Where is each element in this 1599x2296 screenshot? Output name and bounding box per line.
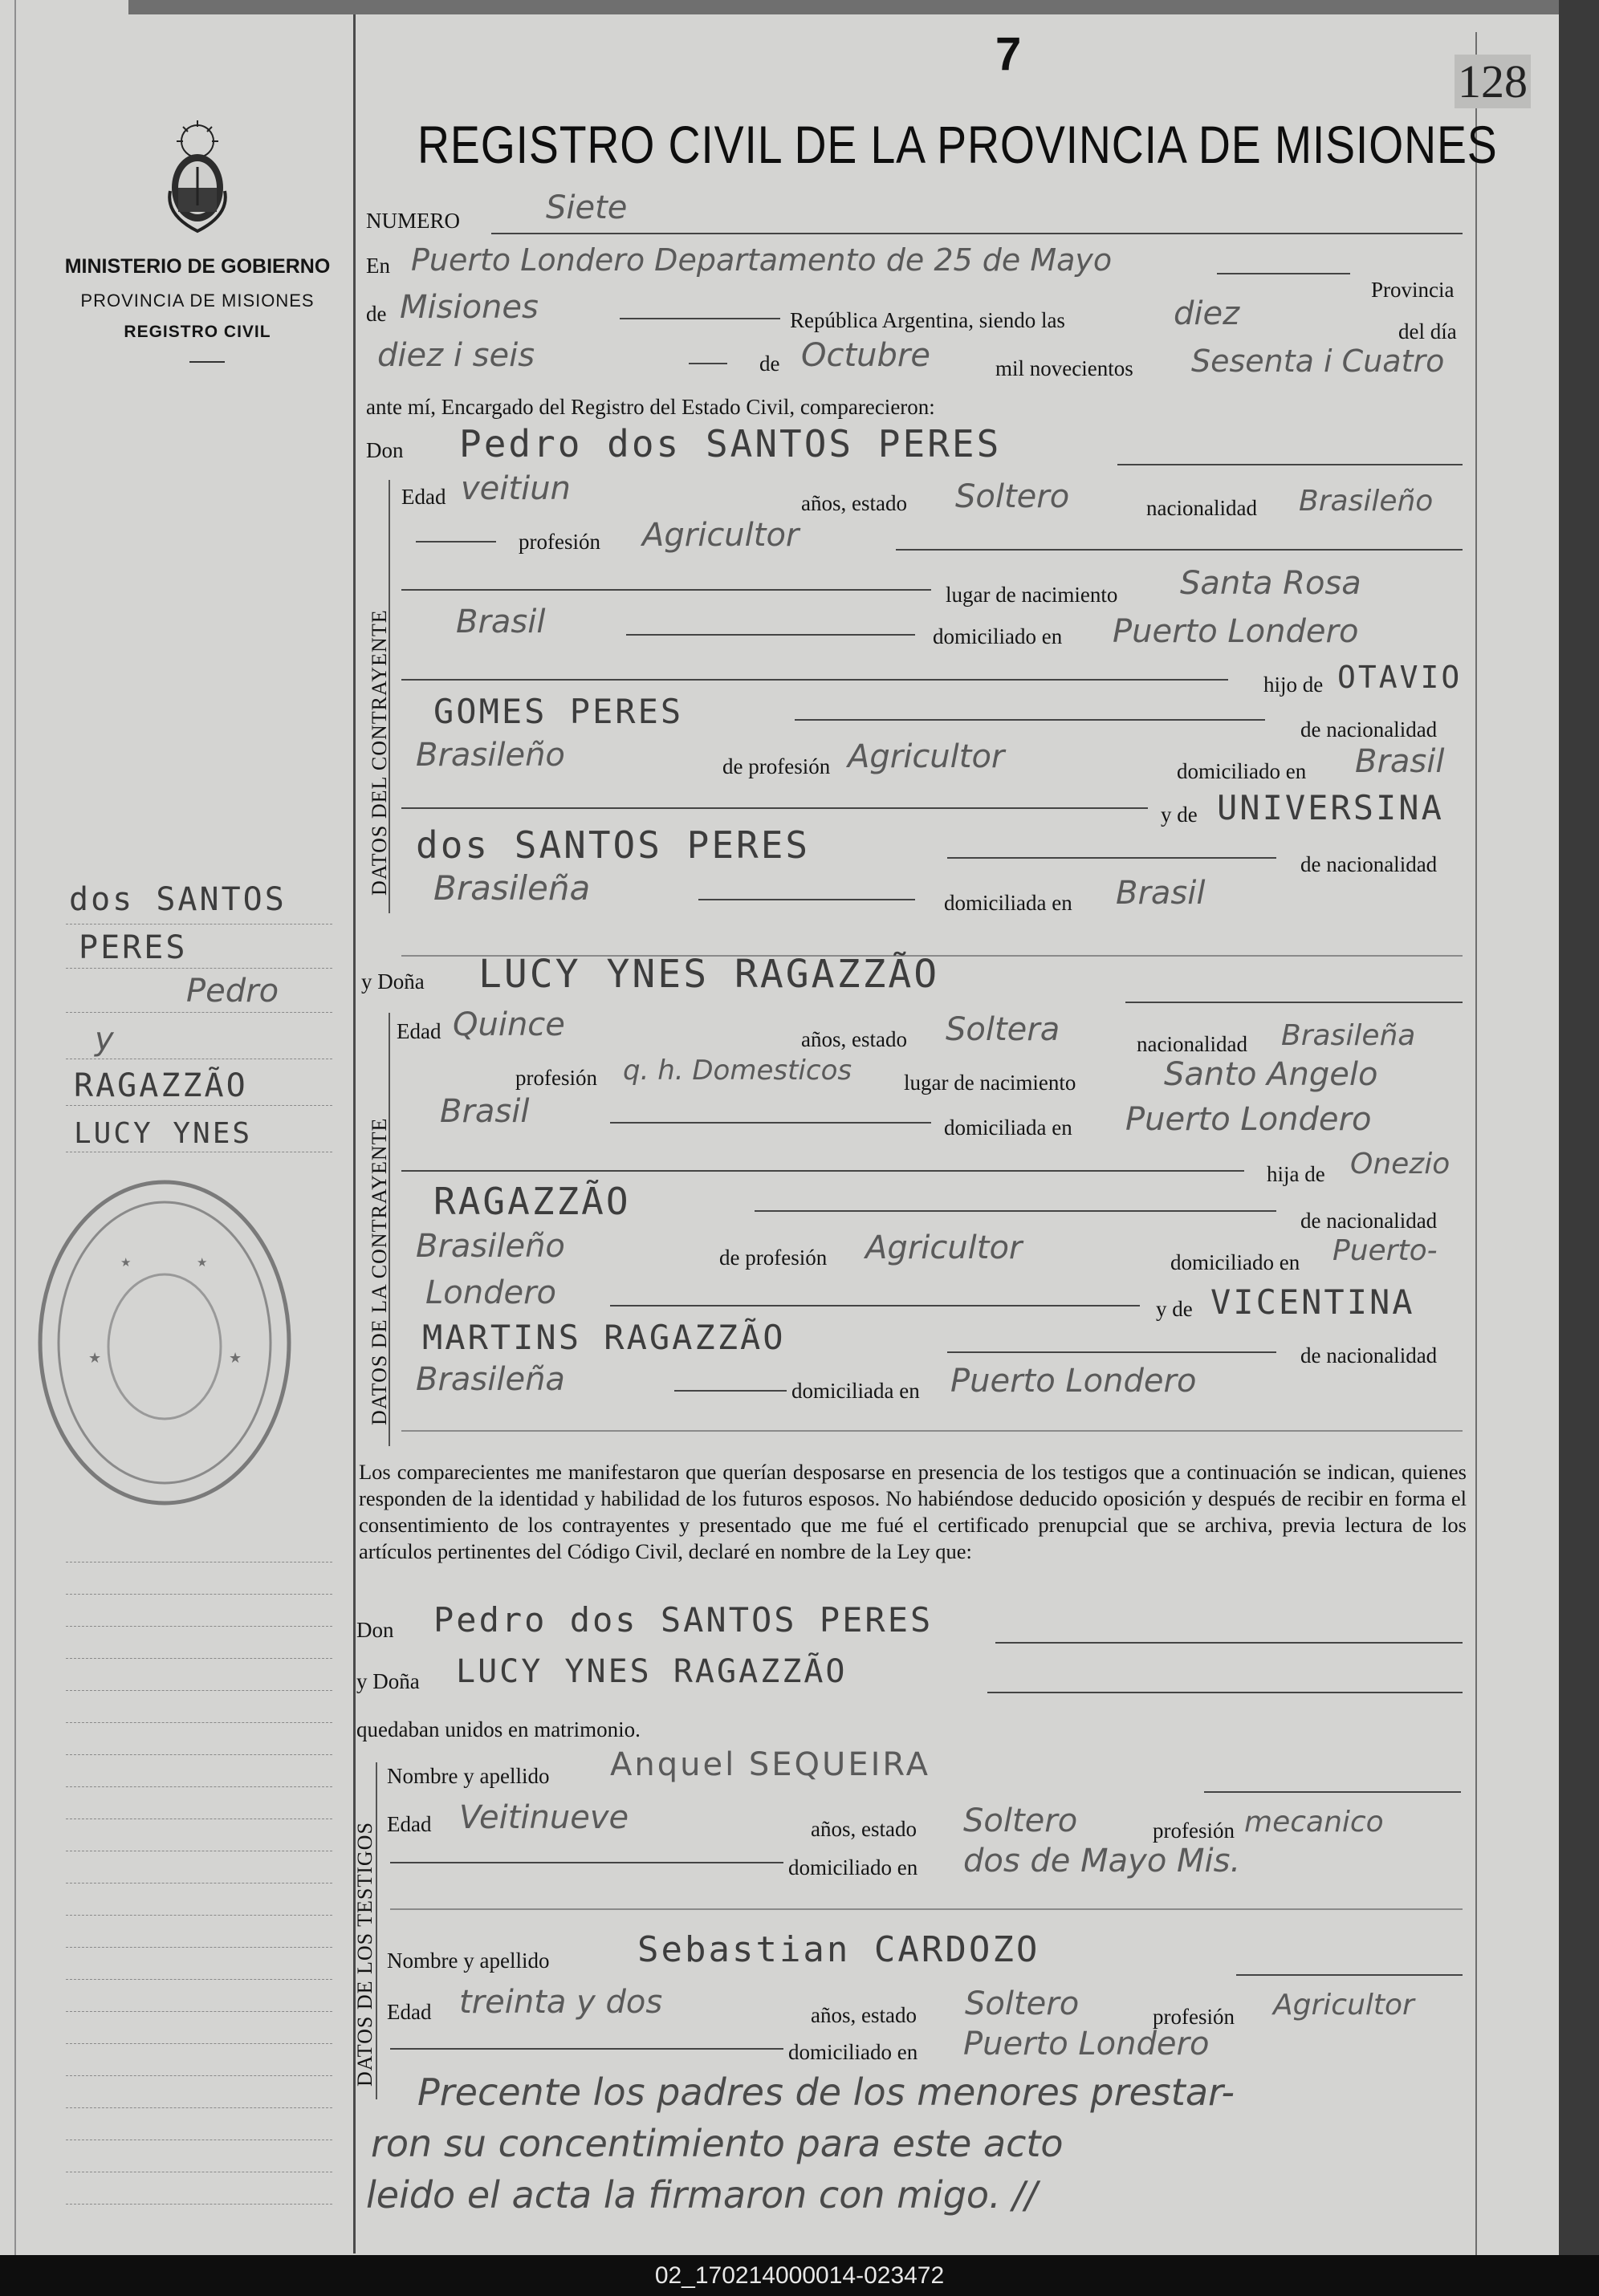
entry-numero: Siete [546,189,628,226]
entry-groom-age: veitiun [461,470,571,507]
sidebar-separator [189,361,225,363]
margin-note-first-name: Pedro [186,973,279,1010]
line-mother-last [947,857,1276,859]
entry-witness1-domicile: dos de Mayo Mis. [963,1843,1241,1879]
page-number: 7 [995,28,1022,80]
label-domiciliada-en: domiciliada en [944,891,1072,915]
entry-witness2-domicile: Puerto Londero [963,2026,1210,2062]
line-w1-end [390,1908,1463,1910]
label-profesion-3: profesión [1153,1819,1235,1843]
label-edad-2: Edad [397,1019,441,1043]
entry-declared-dona: LUCY YNES RAGAZZÃO [456,1653,848,1690]
line-provincia [620,318,780,319]
image-caption: 02_170214000014-023472 [0,2255,1599,2296]
entry-bride-father-dom1: Puerto- [1332,1234,1438,1267]
entry-witness1-name: Anquel SEQUEIRA [610,1746,930,1783]
entry-groom-nationality: Brasileño [1299,485,1434,518]
entry-bride-profession: q. h. Domesticos [623,1055,852,1087]
entry-hora: diez [1174,295,1240,332]
label-de-profesion-2: de profesión [719,1246,828,1270]
line-birth-country [626,634,915,636]
folio-number: 128 [1455,55,1531,108]
entry-groom-mother-nat: Brasileña [433,868,591,908]
line-bride-birth-country [610,1122,931,1124]
book-binding-edge [1559,0,1599,2255]
label-edad-3: Edad [387,1812,432,1836]
label-hija-de: hija de [1267,1162,1325,1186]
entry-groom-profession: Agricultor [642,517,800,554]
entry-anio: Sesenta i Cuatro [1191,343,1445,379]
label-del-dia: del día [1398,319,1457,343]
groom-bracket [389,480,398,913]
line-blank3 [401,807,1148,809]
witness-bracket [376,1762,385,2099]
margin-note-surname2: PERES [79,929,188,966]
label-de-nacionalidad-3: de nacionalidad [1300,1209,1438,1233]
svg-text:★: ★ [197,1255,208,1270]
label-nombre-apellido: Nombre y apellido [387,1764,550,1788]
entry-groom-status: Soltero [955,478,1070,515]
entry-bride-domicile: Puerto Londero [1125,1101,1372,1138]
entry-groom-name: Pedro dos SANTOS PERES [459,422,1002,465]
label-nacionalidad: nacionalidad [1146,496,1257,520]
svg-text:★: ★ [229,1350,242,1367]
label-domiciliado-en-5: domiciliado en [788,2040,918,2064]
entry-witness1-age: Veitinueve [459,1799,629,1836]
label-anios-estado-3: años, estado [811,1817,917,1841]
label-domiciliado-en: domiciliado en [933,624,1063,648]
label-profesion: profesión [519,530,600,554]
entry-witness2-age: treinta y dos [459,1984,663,2021]
entry-groom-domicile: Puerto Londero [1113,613,1359,650]
label-edad-4: Edad [387,2000,432,2024]
label-anios-estado-2: años, estado [801,1027,907,1051]
label-quedaban: quedaban unidos en matrimonio. [356,1717,641,1741]
line-prof [896,549,1463,551]
line-numero [491,233,1463,234]
line-mother-nat [698,899,915,900]
margin-note-bride-name: LUCY YNES [74,1117,253,1150]
registry-seal-stamp [32,1170,297,1515]
label-edad: Edad [401,485,446,509]
label-domiciliado-en-2: domiciliado en [1177,759,1307,783]
line-bride [1125,1002,1463,1003]
label-nacionalidad-2: nacionalidad [1137,1032,1247,1056]
label-domiciliado-en-3: domiciliado en [1170,1250,1300,1274]
entry-groom-birthplace: Santa Rosa [1180,565,1361,602]
entry-bride-name: LUCY YNES RAGAZZÃO [478,952,940,997]
label-republica: República Argentina, siendo las [790,308,1065,332]
page-left-edge [14,0,16,2255]
line-dia [689,363,727,364]
entry-witness2-status: Soltero [965,1985,1080,2022]
line-lugar [1217,273,1350,274]
label-domiciliada-en-3: domiciliada en [791,1379,920,1403]
entry-bride-birthplace: Santo Angelo [1164,1056,1378,1093]
ministry-name: MINISTERIO DE GOBIERNO [64,255,331,278]
entry-witness2-name: Sebastian CARDOZO [637,1929,1040,1970]
entry-bride-mother-nat: Brasileña [416,1361,565,1398]
section-title-bride: DATOS DE LA CONTRAYENTE [368,1117,391,1425]
label-lugar-nac: lugar de nacimiento [946,583,1118,607]
label-anios-estado-4: años, estado [811,2003,917,2027]
entry-witness1-status: Soltero [963,1802,1078,1839]
entry-groom-father-first: OTAVIO [1337,660,1463,695]
entry-bride-status: Soltera [946,1011,1060,1048]
line-bride-mother-last [947,1351,1276,1353]
svg-text:★: ★ [120,1255,132,1270]
label-profesion-2: profesión [515,1066,597,1090]
section-title-witnesses: DATOS DE LOS TESTIGOS [353,1822,376,2087]
entry-mes: Octubre [801,337,930,374]
label-don: Don [366,438,404,462]
label-don-2: Don [356,1618,394,1642]
label-y-dona-2: y Doña [356,1669,420,1693]
label-lugar-nac-2: lugar de nacimiento [904,1071,1076,1095]
entry-groom-mother-first: UNIVERSINA [1217,788,1444,827]
section-title-groom: DATOS DEL CONTRAYENTE [368,609,391,896]
entry-bride-father-prof: Agricultor [865,1229,1023,1266]
entry-groom-father-nat: Brasileño [416,737,565,774]
label-y-de: y de [1161,803,1198,827]
line-declared-dona [987,1692,1463,1693]
line-blank4 [401,1170,1244,1172]
line-prof-lead [416,541,496,543]
line-blank2 [401,679,1228,681]
line-w2-name [1236,1974,1463,1976]
entry-bride-father-nat: Brasileño [416,1228,565,1265]
label-de-mes: de [759,352,780,376]
label-provincia: Provincia [1371,278,1455,302]
entry-declared-don: Pedro dos SANTOS PERES [433,1600,934,1640]
entry-bride-father-first: Onezio [1350,1148,1450,1181]
declaration-paragraph: Los comparecientes me manifestaron que querían desposarse en presencia de los testigos que a continuación se indican, quienes responden de la identidad y habilidad de los futuros esposos. No habiéndose deducido oposición y después de recibir en forma el consentimiento de los contrayentes y presentado que me fué el certificado prenupcial que se archiva, previa lectura de los artículos pertinentes del Código Civil, declaré en nombre de la Ley que: [359,1460,1467,1563]
entry-groom-father-dom: Brasil [1355,743,1445,780]
margin-note-and: y [95,1021,114,1058]
entry-witness2-profession: Agricultor [1273,1989,1414,2022]
entry-bride-father-dom2: Londero [425,1274,557,1311]
handwritten-note-line1: Precente los padres de los menores prestar- [417,2070,1235,2114]
line-w2-blank [390,2048,783,2050]
label-de: de [366,302,387,326]
entry-groom-father-last: GOMES PERES [433,692,684,731]
entry-bride-mother-dom: Puerto Londero [950,1363,1197,1400]
line-w1-blank [390,1862,783,1863]
line-bride-mother-nat [674,1390,787,1392]
line-blank1 [401,589,931,591]
right-margin-line [1475,32,1477,2255]
page-top-edge [128,0,1565,14]
line-bride-father-last [755,1210,1276,1212]
line-bride-end [401,1430,1463,1432]
label-numero: NUMERO [366,209,461,233]
label-anios-estado: años, estado [801,491,907,515]
label-de-nacionalidad-4: de nacionalidad [1300,1343,1438,1367]
entry-dia: diez i seis [377,337,535,374]
entry-groom-mother-dom: Brasil [1116,875,1206,912]
line-declared-don [995,1642,1463,1644]
bride-bracket [389,1013,398,1446]
handwritten-note-line2: ron su concentimiento para este acto [371,2122,1064,2165]
page-title: REGISTRO CIVIL DE LA PROVINCIA DE MISIONES [417,115,1498,174]
entry-witness1-profession: mecanico [1244,1806,1384,1839]
entry-bride-mother-last: MARTINS RAGAZZÃO [422,1318,786,1357]
line-bride-father-dom [610,1305,1140,1306]
entry-bride-birth-country: Brasil [440,1093,530,1130]
margin-note-bride-surname: RAGAZZÃO [74,1067,248,1104]
label-mil: mil novecientos [995,356,1133,380]
line-w1-name [1204,1791,1461,1793]
office-name: REGISTRO CIVIL [124,323,271,341]
label-y-de-2: y de [1156,1297,1193,1321]
entry-bride-nationality: Brasileña [1281,1019,1416,1052]
entry-groom-birth-country: Brasil [456,603,546,640]
margin-note-surname: dos SANTOS [69,881,287,918]
province-name: PROVINCIA DE MISIONES [80,291,315,311]
line-father-last [795,719,1265,721]
label-ante-mi: ante mí, Encargado del Registro del Estado Civil, comparecieron: [366,395,935,419]
entry-groom-mother-last: dos SANTOS PERES [416,823,811,867]
entry-bride-mother-first: VICENTINA [1210,1282,1415,1322]
entry-bride-father-last: RAGAZZÃO [433,1180,631,1223]
label-de-profesion: de profesión [722,754,831,778]
label-y-dona: y Doña [361,969,425,994]
label-profesion-4: profesión [1153,2005,1235,2029]
label-hijo-de: hijo de [1263,673,1324,697]
label-de-nacionalidad: de nacionalidad [1300,717,1438,742]
entry-groom-father-prof: Agricultor [848,738,1005,775]
entry-provincia: Misiones [400,289,539,326]
handwritten-note-line3: leido el acta la firmaron con migo. // [366,2173,1038,2217]
entry-bride-age: Quince [453,1006,565,1043]
label-domiciliada-en-2: domiciliada en [944,1115,1072,1140]
label-nombre-apellido-2: Nombre y apellido [387,1949,550,1973]
argentina-coat-of-arms-icon [164,119,231,239]
label-en: En [366,254,390,278]
entry-lugar: Puerto Londero Departamento de 25 de Mayo [411,242,1113,278]
line-groom [1117,464,1463,465]
svg-text:★: ★ [88,1350,102,1367]
label-de-nacionalidad-2: de nacionalidad [1300,852,1438,876]
label-domiciliado-en-4: domiciliado en [788,1855,918,1879]
